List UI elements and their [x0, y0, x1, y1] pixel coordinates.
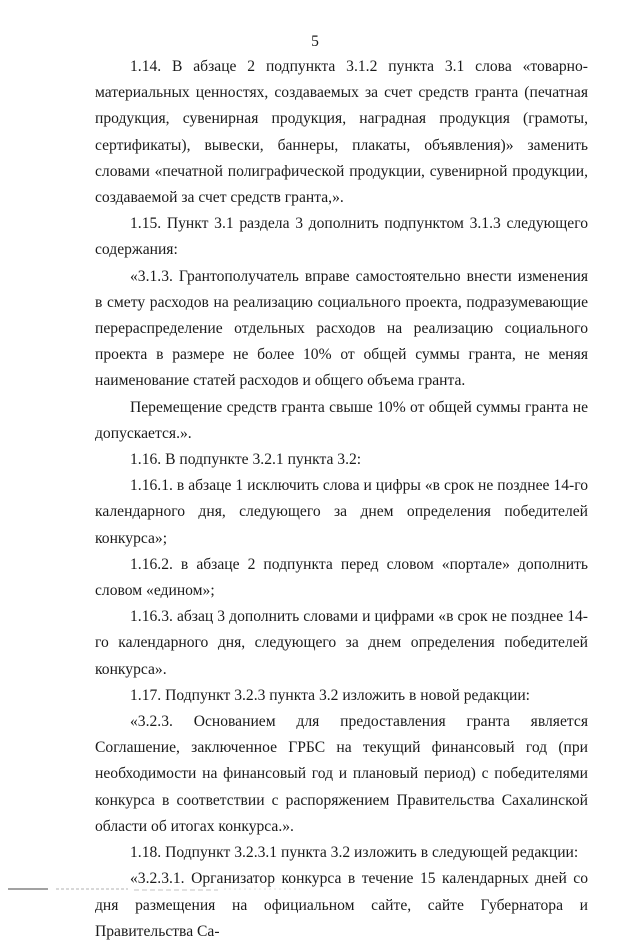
paragraph-1-16-1: 1.16.1. в абзаце 1 исключить слова и цифры «в срок не позднее 14-го календарного дня, следующего за днем определения победителей конкурса»;	[95, 477, 588, 547]
paragraph-transfer-limit: Перемещение средств гранта свыше 10% от общей суммы гранта не допускается.».	[95, 398, 588, 442]
paragraph-1-16-3: 1.16.3. абзац 3 дополнить словами и цифрами «в срок не позднее 14-го календарного дня, следующего за днем определения победителей конкурса».	[95, 608, 588, 678]
paragraph-1-16: 1.16. В подпункте 3.2.1 пункта 3.2:	[130, 451, 362, 469]
paragraph-1-16-2: 1.16.2. в абзаце 2 подпункта перед словом «портале» дополнить словом «едином»;	[95, 555, 588, 600]
paragraph-3-2-3: «3.2.3. Основанием для предоставления гранта является Соглашение, заключенное ГРБС на текущий финансовый год (при необходимости на финансовый год и плановый период) с победителями конкурса в соответствии с распоряжением Правительства Сахалинской области об итогах конкурса.».	[95, 713, 588, 835]
paragraph-3-2-3-1: «3.2.3.1. Организатор конкурса в течение 15 календарных дней со дня размещения на официальном сайте, сайте Губернатора и Правительства Са-	[95, 870, 588, 940]
paragraph-1-17: 1.17. Подпункт 3.2.3 пункта 3.2 изложить в новой редакции:	[130, 686, 531, 704]
document-body	[95, 54, 588, 945]
scan-artifact	[8, 885, 308, 893]
page-number: 5	[311, 33, 319, 50]
paragraph-1-15: 1.15. Пункт 3.1 раздела 3 дополнить подпунктом 3.1.3 следующего содержания:	[95, 215, 588, 259]
paragraph-1-14: 1.14. В абзаце 2 подпункта 3.1.2 пункта 3.1 слова «товарно-материальных ценностях, создаваемых за счет средств гранта (печатная продукция, сувенирная продукция, наградная продукция (грамоты, сертификаты), вывески, баннеры, плакаты, объявления)» заменить словами «печатной полиграфической продукции, сувенирной продукции, создаваемой за счет средств гранта,».	[95, 58, 588, 207]
paragraph-3-1-3: «3.1.3. Грантополучатель вправе самостоятельно внести изменения в смету расходов на реализацию социального проекта, подразумевающие перераспределение отдельных расходов на реализацию социального проекта в размере не более 10% от общей суммы гранта, не меняя наименование статей расходов и общего объема гранта.	[95, 267, 588, 390]
paragraph-1-18: 1.18. Подпункт 3.2.3.1 пункта 3.2 изложить в следующей редакции:	[130, 844, 579, 862]
